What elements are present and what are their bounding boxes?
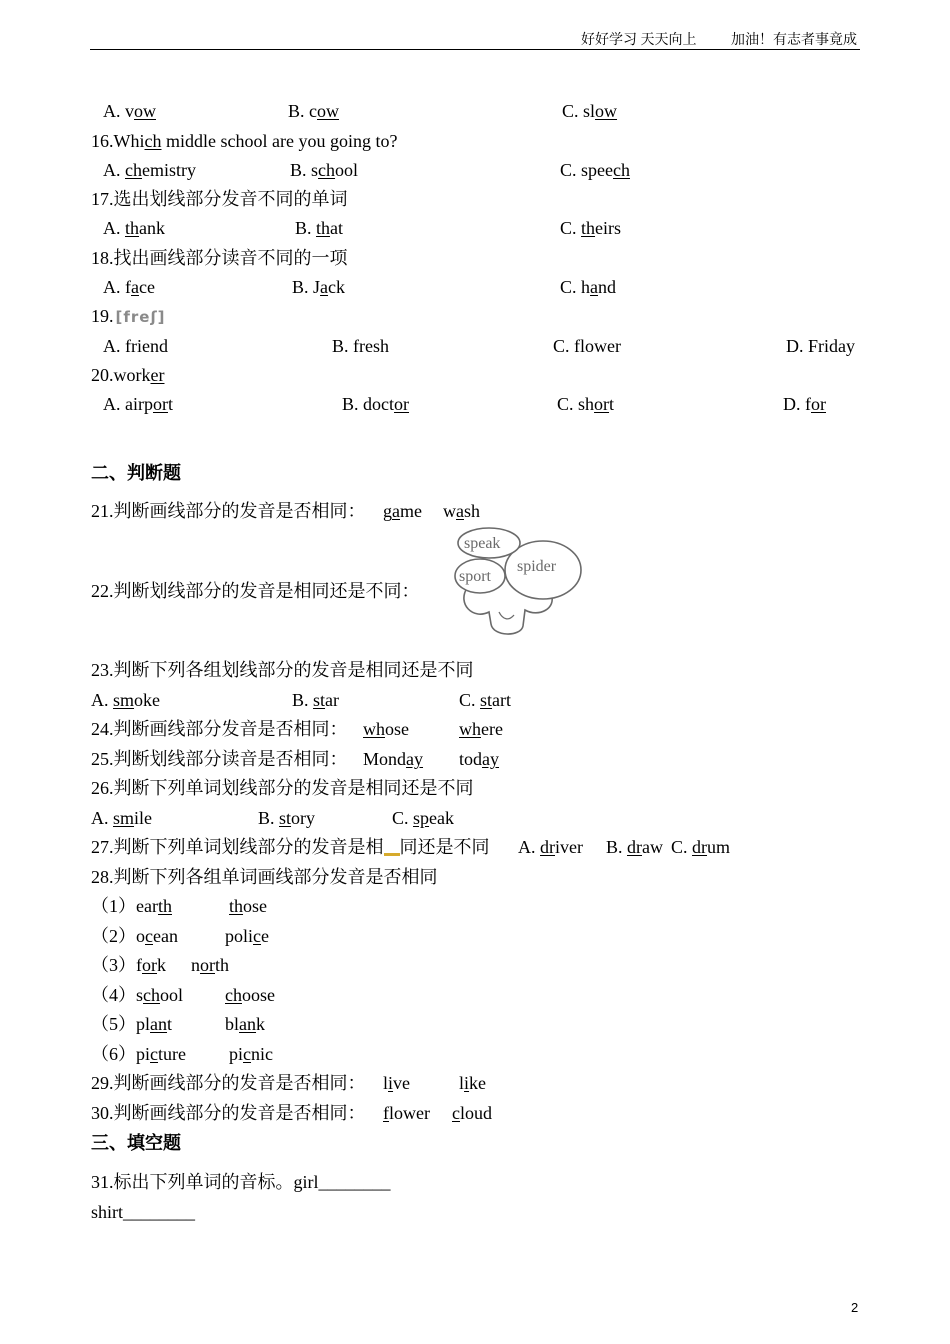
q28-pair-5 xyxy=(0,1013,950,1035)
option-label: A. xyxy=(91,808,113,828)
underlined-part: a xyxy=(392,501,400,521)
q31-stem xyxy=(91,1171,391,1193)
q23-options-row xyxy=(0,689,950,711)
word-part: s xyxy=(136,985,144,1005)
q28-pair-4 xyxy=(0,984,950,1006)
underlined-part: or xyxy=(200,955,215,975)
q17-stem-row xyxy=(0,188,950,210)
option-c xyxy=(557,393,614,415)
q24-stem: 24.判断画线部分发音是否相同： xyxy=(91,719,348,739)
underlined-part: ch xyxy=(125,160,142,180)
q30-stem: 30.判断画线部分的发音是否相同： xyxy=(91,1103,366,1123)
pair-second-word xyxy=(225,984,275,1006)
option-a xyxy=(103,276,155,298)
word-part: ck xyxy=(328,277,346,297)
option-label: A. xyxy=(103,101,125,121)
underlined-part: th xyxy=(157,896,172,916)
option-label: D. xyxy=(786,336,808,356)
word-part: art xyxy=(492,690,512,710)
q15-options-row xyxy=(0,100,950,122)
pair-first-word xyxy=(136,1044,186,1064)
word-part: fresh xyxy=(353,336,389,356)
word-part: ean xyxy=(153,926,178,946)
word-part: me xyxy=(400,501,422,521)
underlined-part: dr xyxy=(627,837,643,857)
picture-word-sport: sport xyxy=(459,568,491,585)
pair-first xyxy=(91,984,183,1006)
word-part: o xyxy=(136,926,145,946)
underlined-part: wh xyxy=(459,719,481,739)
word-part: sh xyxy=(464,501,481,521)
word-part: ile xyxy=(134,808,153,828)
option-a xyxy=(103,217,165,239)
option-c xyxy=(459,689,511,711)
q21-word-1 xyxy=(383,500,422,522)
word-part: t xyxy=(167,394,173,414)
pair-number: （1） xyxy=(91,896,136,916)
underlined-part: st xyxy=(279,808,292,828)
q27-stem-before-mark: 27.判断下列单词划线部分的发音是相 xyxy=(91,837,384,857)
underlined-part: a xyxy=(456,501,464,521)
q21-word-2 xyxy=(443,500,480,522)
underlined-part: sm xyxy=(113,690,135,710)
q29-word-1 xyxy=(383,1072,410,1094)
word-part: ear xyxy=(136,896,158,916)
word-part: k xyxy=(157,955,166,975)
underlined-part: er xyxy=(150,365,165,385)
underlined-part: or xyxy=(811,394,826,414)
option-b xyxy=(288,100,339,122)
underlined-part: a xyxy=(320,277,329,297)
underlined-part: ow xyxy=(595,101,618,121)
word-part: nd xyxy=(598,277,617,297)
pair-first xyxy=(91,954,166,976)
pair-number: （2） xyxy=(91,926,136,946)
pair-second-word xyxy=(225,925,269,947)
q29-word-2 xyxy=(459,1072,486,1094)
option-a xyxy=(518,836,583,858)
q18-stem: 18.找出画线部分读音不同的一项 xyxy=(91,248,348,268)
q28-pair-6 xyxy=(0,1043,950,1065)
underlined-part: ch xyxy=(613,160,630,180)
underlined-part: ch xyxy=(144,131,162,151)
word-part: c xyxy=(309,101,318,121)
word-part: poli xyxy=(225,926,254,946)
option-label: B. xyxy=(342,394,364,414)
word-part: eak xyxy=(429,808,455,828)
word-part: ank xyxy=(139,218,166,238)
option-label: A. xyxy=(518,837,540,857)
pair-first-word xyxy=(136,955,166,975)
option-label: B. xyxy=(292,277,314,297)
option-label: C. xyxy=(560,277,582,297)
pair-second-word xyxy=(229,895,267,917)
word-part: aw xyxy=(642,837,664,857)
underlined-part: ow xyxy=(317,101,340,121)
q26-stem-row xyxy=(0,777,950,799)
option-a xyxy=(103,335,168,357)
word-part: l xyxy=(383,1073,389,1093)
q21-row xyxy=(0,500,950,522)
word-part: sh xyxy=(578,394,595,414)
option-label: A. xyxy=(103,277,125,297)
q19-stem-row xyxy=(0,305,950,327)
option-c xyxy=(562,100,617,122)
option-label: C. xyxy=(560,218,582,238)
picture-word-spider: spider xyxy=(517,558,557,575)
word-part: iver xyxy=(555,837,583,857)
option-b xyxy=(290,159,358,181)
option-b xyxy=(292,276,345,298)
word-part: doct xyxy=(363,394,395,414)
word-part: nic xyxy=(251,1044,274,1064)
option-c xyxy=(553,335,621,357)
word-part: ool xyxy=(335,160,359,180)
q20-stem xyxy=(91,364,164,386)
pair-number: （5） xyxy=(91,1014,136,1034)
word-part: flower xyxy=(574,336,621,356)
pair-second-word xyxy=(225,1013,265,1035)
q20-options-row xyxy=(0,393,950,415)
word-part: oke xyxy=(134,690,161,710)
word-part: bl xyxy=(225,1014,240,1034)
option-b xyxy=(295,217,343,239)
q25-word-1 xyxy=(363,748,423,770)
word-part: ose xyxy=(243,896,268,916)
underlined-part: wh xyxy=(363,719,385,739)
option-label: A. xyxy=(103,160,125,180)
option-label: B. xyxy=(606,837,628,857)
q31-row xyxy=(0,1171,950,1193)
section-2-heading-row xyxy=(0,462,950,484)
underlined-part: th xyxy=(229,896,244,916)
option-label: B. xyxy=(295,218,317,238)
underlined-part: an xyxy=(150,1014,168,1034)
q18-options-row xyxy=(0,276,950,298)
phonetic-symbol: [freʃ] xyxy=(115,308,166,326)
q31-stem-text: 31.标出下列单词的音标。 xyxy=(91,1172,294,1192)
q29-stem: 29.判断画线部分的发音是否相同： xyxy=(91,1073,366,1093)
option-a xyxy=(91,807,152,829)
option-label: A. xyxy=(103,336,125,356)
option-a xyxy=(91,689,160,711)
option-label: C. xyxy=(459,690,481,710)
word-part: 20.work xyxy=(91,365,151,385)
option-label: B. xyxy=(292,690,314,710)
pair-number: （4） xyxy=(91,985,136,1005)
underlined-part: or xyxy=(394,394,410,414)
word-part: n xyxy=(191,955,200,975)
underlined-part: a xyxy=(131,277,139,297)
q29-row xyxy=(0,1072,950,1094)
underlined-part: or xyxy=(152,394,168,414)
q30-word-2 xyxy=(452,1102,492,1124)
option-label: C. xyxy=(560,160,582,180)
underlined-part: sp xyxy=(413,808,430,828)
q28-stem-row xyxy=(0,866,950,888)
underlined-part: or xyxy=(594,394,610,414)
option-b xyxy=(332,335,389,357)
q30-row xyxy=(0,1102,950,1124)
pair-first xyxy=(91,1043,186,1065)
underlined-part: ay xyxy=(482,749,500,769)
pair-first-word xyxy=(136,926,178,946)
option-label: B. xyxy=(290,160,312,180)
word-part: s xyxy=(311,160,319,180)
question-number: 19. xyxy=(91,306,114,326)
option-b xyxy=(606,836,663,858)
option-a xyxy=(103,100,156,122)
q24-word-1 xyxy=(363,718,409,740)
q30-word-1 xyxy=(383,1102,430,1124)
underlined-part: ch xyxy=(143,985,161,1005)
underlined-part: i xyxy=(464,1073,470,1093)
word-part: middle school are you going to? xyxy=(161,131,398,151)
pair-second-word xyxy=(229,1043,273,1065)
word-part: pi xyxy=(229,1044,244,1064)
word-part: f xyxy=(136,955,142,975)
underlined-part: or xyxy=(142,955,157,975)
underlined-part: c xyxy=(150,1044,159,1064)
word-part: emistry xyxy=(142,160,196,180)
option-label: C. xyxy=(392,808,414,828)
word-part: w xyxy=(443,501,456,521)
option-label: C. xyxy=(562,101,584,121)
q16-options-row xyxy=(0,159,950,181)
word-part: ose xyxy=(385,719,409,739)
word-part: f xyxy=(125,277,131,297)
q19-options-row xyxy=(0,335,950,357)
header-motto-right: 加油！有志者事竟成 xyxy=(731,33,857,48)
pair-first xyxy=(91,1013,172,1035)
word-part: ce xyxy=(139,277,155,297)
word-part: friend xyxy=(125,336,168,356)
underlined-part: ow xyxy=(134,101,156,121)
underlined-part: ch xyxy=(318,160,336,180)
underlined-part: c xyxy=(145,926,153,946)
pair-second-word xyxy=(191,954,229,976)
word-part: pl xyxy=(136,1014,151,1034)
underlined-part: th xyxy=(581,218,596,238)
q18-stem-row xyxy=(0,247,950,269)
word-part: th xyxy=(215,955,230,975)
word-part: l xyxy=(459,1073,465,1093)
underlined-part: i xyxy=(388,1073,394,1093)
word-part: h xyxy=(581,277,591,297)
word-part: ar xyxy=(325,690,340,710)
underlined-part: ay xyxy=(406,749,424,769)
underlined-part: f xyxy=(383,1103,389,1123)
option-d xyxy=(783,393,826,415)
word-part: ory xyxy=(291,808,316,828)
option-label: D. xyxy=(783,394,805,414)
word-part: tod xyxy=(459,749,483,769)
option-b xyxy=(258,807,315,829)
underlined-part: c xyxy=(243,1044,252,1064)
word-part: oose xyxy=(242,985,275,1005)
word-part: Mond xyxy=(363,749,407,769)
q17-options-row xyxy=(0,217,950,239)
option-c xyxy=(560,217,621,239)
page-number: 2 xyxy=(851,1300,859,1315)
underlined-part: ch xyxy=(225,985,242,1005)
underlined-part: c xyxy=(253,926,262,946)
q28-pair-3 xyxy=(0,954,950,976)
underlined-part: dr xyxy=(540,837,555,857)
pair-first-word xyxy=(136,1014,172,1034)
underlined-part: a xyxy=(590,277,599,297)
option-label: C. xyxy=(553,336,575,356)
word-part: ere xyxy=(481,719,503,739)
q17-stem: 17.选出划线部分发音不同的单词 xyxy=(91,189,348,209)
q28-pair-1 xyxy=(0,895,950,917)
q31-blank-girl: girl________ xyxy=(293,1172,391,1192)
q24-row xyxy=(0,718,950,740)
option-label: C. xyxy=(557,394,579,414)
option-label: A. xyxy=(103,394,125,414)
option-a xyxy=(103,393,173,415)
word-part: ke xyxy=(469,1073,487,1093)
option-a xyxy=(103,159,196,181)
q31-row-2 xyxy=(0,1201,950,1223)
underlined-part: th xyxy=(125,218,140,238)
word-part: airp xyxy=(125,394,153,414)
word-part: J xyxy=(313,277,321,297)
word-part: 16.Whi xyxy=(91,131,145,151)
word-part: Friday xyxy=(808,336,855,356)
word-part: t xyxy=(609,394,615,414)
option-c xyxy=(671,836,730,858)
q25-word-2 xyxy=(459,748,499,770)
section-3-heading-row xyxy=(0,1132,950,1154)
word-part: e xyxy=(261,926,270,946)
underlined-part: th xyxy=(316,218,331,238)
q27-row xyxy=(0,836,950,858)
option-d xyxy=(786,335,855,357)
underlined-part: st xyxy=(313,690,326,710)
underlined-part: dr xyxy=(692,837,708,857)
word-part: ture xyxy=(158,1044,186,1064)
q26-options-row xyxy=(0,807,950,829)
pair-first-word xyxy=(136,896,172,916)
word-part: pi xyxy=(136,1044,151,1064)
q27-stem-after-mark: 同还是不同 xyxy=(399,837,490,857)
word-part: eirs xyxy=(595,218,622,238)
pair-first xyxy=(91,925,178,947)
option-label: B. xyxy=(288,101,310,121)
q24-word-2 xyxy=(459,718,503,740)
q23-stem: 23.判断下列各组划线部分的发音是相同还是不同 xyxy=(91,660,474,680)
word-part: sl xyxy=(583,101,596,121)
word-part: ool xyxy=(160,985,184,1005)
underlined-part: an xyxy=(239,1014,257,1034)
option-label: C. xyxy=(671,837,693,857)
option-label: B. xyxy=(258,808,280,828)
section-2-title: 二、判断题 xyxy=(91,463,181,483)
underlined-part: c xyxy=(452,1103,460,1123)
picture-word-speak: speak xyxy=(464,535,501,552)
word-part: k xyxy=(256,1014,266,1034)
q31-blank-shirt: shirt________ xyxy=(91,1202,196,1222)
option-label: A. xyxy=(91,690,113,710)
highlight-mark xyxy=(384,853,400,856)
word-part: f xyxy=(805,394,811,414)
header-rule xyxy=(90,49,860,50)
option-b xyxy=(342,393,409,415)
pair-number: （6） xyxy=(91,1044,136,1064)
q19-stem xyxy=(91,305,166,328)
q26-stem: 26.判断下列单词划线部分的发音是相同还是不同 xyxy=(91,778,474,798)
q27-stem xyxy=(91,836,490,858)
q25-row xyxy=(0,748,950,770)
word-part: at xyxy=(330,218,344,238)
word-part: g xyxy=(383,501,392,521)
q16-stem-row xyxy=(0,130,950,152)
word-part: loud xyxy=(460,1103,493,1123)
pair-first xyxy=(91,895,172,917)
q20-stem-row xyxy=(0,364,950,386)
option-c xyxy=(392,807,454,829)
word-part: t xyxy=(167,1014,173,1034)
word-part: v xyxy=(125,101,134,121)
q21-stem: 21.判断画线部分的发音是否相同： xyxy=(91,501,366,521)
q28-pair-2 xyxy=(0,925,950,947)
option-label: B. xyxy=(332,336,354,356)
underlined-part: sm xyxy=(113,808,135,828)
option-c xyxy=(560,159,630,181)
option-c xyxy=(560,276,616,298)
word-cloud-picture xyxy=(453,526,587,638)
q28-stem: 28.判断下列各组单词画线部分发音是否相同 xyxy=(91,867,438,887)
q25-stem: 25.判断划线部分读音是否相同： xyxy=(91,749,348,769)
section-3-title: 三、填空题 xyxy=(91,1133,181,1153)
underlined-part: st xyxy=(480,690,493,710)
q22-stem: 22.判断划线部分的发音是相同还是不同： xyxy=(91,581,420,601)
option-b xyxy=(292,689,339,711)
pair-first-word xyxy=(136,985,183,1005)
word-part: um xyxy=(707,837,731,857)
pair-number: （3） xyxy=(91,955,136,975)
option-label: A. xyxy=(103,218,125,238)
q23-stem-row xyxy=(0,659,950,681)
word-part: lower xyxy=(389,1103,430,1123)
q16-stem xyxy=(91,130,397,152)
word-part: ve xyxy=(393,1073,411,1093)
word-part: spee xyxy=(581,160,613,180)
header-motto-left: 好好学习 天天向上 xyxy=(581,33,697,48)
